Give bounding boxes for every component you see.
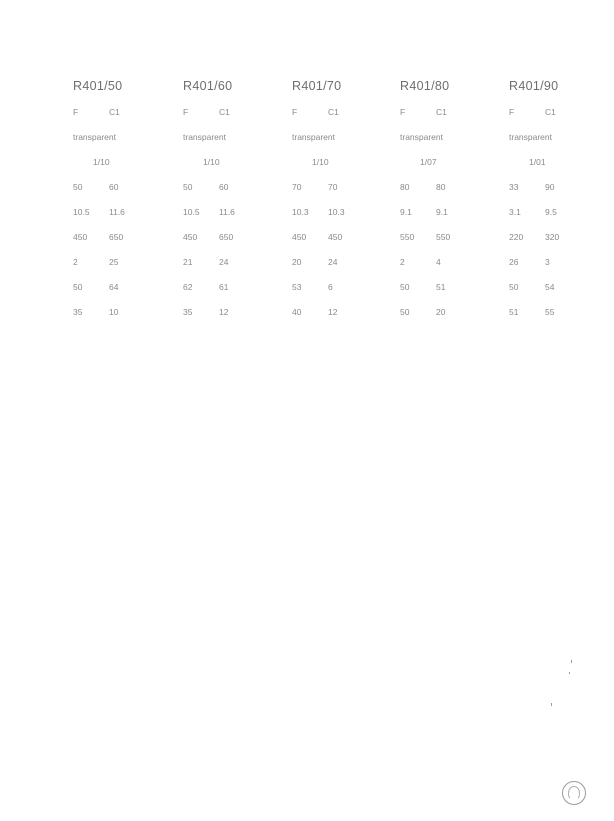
value-row: [73, 175, 173, 200]
value-left: 220: [509, 232, 524, 242]
value-left: 33: [509, 182, 519, 192]
value-left: 450: [183, 232, 198, 242]
value-right: 10.3: [328, 207, 345, 217]
material-label: transparent: [292, 132, 335, 142]
code-value: 1/07: [420, 157, 437, 167]
value-left: 70: [292, 182, 302, 192]
spec-class: C1: [436, 107, 447, 117]
value-row: [509, 300, 609, 325]
value-row: [292, 200, 392, 225]
spec-row: [509, 100, 609, 125]
spec-letter: F: [183, 107, 189, 117]
value-right: 61: [219, 282, 229, 292]
spec-row: [73, 100, 173, 125]
value-row: [509, 200, 609, 225]
value-left: 50: [509, 282, 519, 292]
value-left: 21: [183, 257, 193, 267]
value-row: [292, 250, 392, 275]
value-right: 650: [219, 232, 234, 242]
column-1: [73, 76, 173, 325]
code-row: [292, 150, 392, 175]
value-row: [400, 225, 500, 250]
value-row: [292, 275, 392, 300]
column-2: [183, 76, 283, 325]
column-title: R401/60: [183, 79, 233, 93]
value-row: [400, 175, 500, 200]
value-row: [292, 175, 392, 200]
value-left: 2: [73, 257, 78, 267]
value-row: [183, 225, 283, 250]
scan-mark: [571, 660, 572, 663]
value-right: 20: [436, 307, 446, 317]
value-right: 24: [219, 257, 229, 267]
value-row: [183, 200, 283, 225]
value-row: [400, 200, 500, 225]
scan-mark: [569, 672, 570, 674]
value-right: 9.1: [436, 207, 448, 217]
value-right: 54: [545, 282, 555, 292]
value-left: 62: [183, 282, 193, 292]
material-row: [509, 125, 609, 150]
spec-letter: F: [292, 107, 298, 117]
value-right: 55: [545, 307, 555, 317]
column-5: [509, 76, 609, 325]
value-row: [73, 225, 173, 250]
value-left: 26: [509, 257, 519, 267]
value-left: 550: [400, 232, 415, 242]
value-left: 20: [292, 257, 302, 267]
value-left: 80: [400, 182, 410, 192]
value-left: 50: [400, 307, 410, 317]
value-right: 4: [436, 257, 441, 267]
material-row: [183, 125, 283, 150]
value-left: 10.3: [292, 207, 309, 217]
material-label: transparent: [400, 132, 443, 142]
value-right: 90: [545, 182, 555, 192]
value-left: 10.5: [183, 207, 200, 217]
code-value: 1/01: [529, 157, 546, 167]
spec-class: C1: [109, 107, 120, 117]
material-label: transparent: [509, 132, 552, 142]
value-right: 60: [109, 182, 119, 192]
material-label: transparent: [183, 132, 226, 142]
material-row: [73, 125, 173, 150]
value-right: 12: [219, 307, 229, 317]
value-row: [509, 250, 609, 275]
value-row: [183, 275, 283, 300]
value-row: [292, 225, 392, 250]
value-row: [292, 300, 392, 325]
value-row: [509, 175, 609, 200]
spec-letter: F: [400, 107, 406, 117]
spec-class: C1: [328, 107, 339, 117]
value-row: [509, 225, 609, 250]
value-row: [183, 300, 283, 325]
column-title: R401/90: [509, 79, 559, 93]
value-left: 9.1: [400, 207, 412, 217]
value-row: [73, 275, 173, 300]
value-left: 50: [73, 182, 83, 192]
code-value: 1/10: [93, 157, 110, 167]
value-left: 3.1: [509, 207, 521, 217]
value-left: 10.5: [73, 207, 90, 217]
value-right: 450: [328, 232, 343, 242]
value-left: 2: [400, 257, 405, 267]
value-row: [73, 250, 173, 275]
code-row: [509, 150, 609, 175]
code-row: [73, 150, 173, 175]
value-right: 12: [328, 307, 338, 317]
value-row: [400, 300, 500, 325]
value-right: 25: [109, 257, 119, 267]
value-left: 50: [400, 282, 410, 292]
value-left: 450: [73, 232, 88, 242]
value-right: 550: [436, 232, 451, 242]
value-row: [400, 275, 500, 300]
value-right: 9.5: [545, 207, 557, 217]
value-right: 70: [328, 182, 338, 192]
value-right: 11.6: [109, 207, 125, 217]
value-left: 35: [73, 307, 83, 317]
value-right: 320: [545, 232, 560, 242]
value-left: 450: [292, 232, 307, 242]
value-right: 11.6: [219, 207, 235, 217]
value-right: 51: [436, 282, 446, 292]
value-left: 35: [183, 307, 193, 317]
value-right: 6: [328, 282, 333, 292]
value-right: 24: [328, 257, 338, 267]
value-right: 650: [109, 232, 124, 242]
value-row: [509, 275, 609, 300]
value-row: [73, 200, 173, 225]
column-title: R401/50: [73, 79, 123, 93]
logo-icon: [562, 781, 586, 805]
value-left: 50: [73, 282, 83, 292]
spec-row: [400, 100, 500, 125]
value-left: 40: [292, 307, 302, 317]
value-right: 80: [436, 182, 446, 192]
value-row: [400, 250, 500, 275]
value-row: [183, 250, 283, 275]
scan-mark: [551, 703, 552, 706]
value-right: 3: [545, 257, 550, 267]
spec-letter: F: [73, 107, 79, 117]
value-left: 53: [292, 282, 302, 292]
spec-letter: F: [509, 107, 515, 117]
material-row: [292, 125, 392, 150]
spec-class: C1: [545, 107, 556, 117]
spec-row: [292, 100, 392, 125]
value-right: 60: [219, 182, 229, 192]
code-row: [183, 150, 283, 175]
value-left: 50: [183, 182, 193, 192]
column-3: [292, 76, 392, 325]
code-value: 1/10: [312, 157, 329, 167]
code-value: 1/10: [203, 157, 220, 167]
material-row: [400, 125, 500, 150]
column-title: R401/80: [400, 79, 450, 93]
value-left: 51: [509, 307, 519, 317]
column-title: R401/70: [292, 79, 342, 93]
spec-class: C1: [219, 107, 230, 117]
column-4: [400, 76, 500, 325]
value-right: 10: [109, 307, 119, 317]
value-row: [73, 300, 173, 325]
value-right: 64: [109, 282, 119, 292]
code-row: [400, 150, 500, 175]
value-row: [183, 175, 283, 200]
spec-row: [183, 100, 283, 125]
material-label: transparent: [73, 132, 116, 142]
